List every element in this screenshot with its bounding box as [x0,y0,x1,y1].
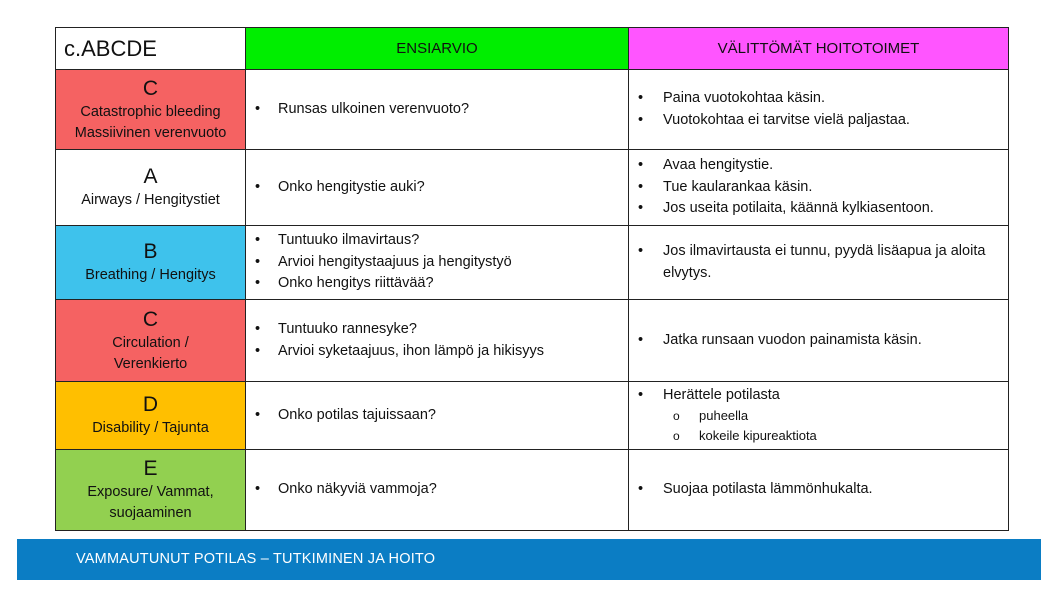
assessment-item: • Runsas ulkoinen verenvuoto? [246,99,628,121]
category-name: suojaaminen [109,505,192,521]
footer-bar [17,539,1041,580]
assessment-item: • Arvioi hengitystaajuus ja hengitystyö [246,252,628,274]
category-letter: D [142,393,159,416]
assessment-item: • Arvioi syketaajuus, ihon lämpö ja hikisyys [246,341,628,363]
category-name: Disability / Tajunta [92,420,209,436]
category-name: Exposure/ Vammat, [87,484,214,500]
assessment-cell [246,150,629,226]
action-item: • Vuotokohtaa ei tarvitse vielä paljastaa. [629,110,1008,132]
assessment-cell [246,226,629,300]
action-item: • Jos useita potilaita, käännä kylkiasentoon. [629,198,1008,220]
assessment-item: • Tuntuuko ilmavirtaus? [246,230,628,252]
sub-action-item: o puheella [629,406,1008,426]
row-airways [56,150,1009,226]
category-name: Catastrophic bleeding [80,103,221,120]
category-cell [56,450,246,531]
row-breathing [56,226,1009,300]
assessment-cell [246,382,629,450]
assessment-cell [246,70,629,150]
category-name: Verenkierto [113,355,188,372]
assessment-item: • Onko potilas tajuissaan? [246,405,628,427]
category-cell [56,226,246,300]
actions-cell [629,226,1009,300]
sub-action-item: o kokeile kipureaktiota [629,426,1008,446]
row-circulation [56,300,1009,382]
category-name: Airways / Hengitystiet [81,192,220,208]
actions-cell [629,150,1009,226]
assessment-item: • Onko hengitys riittävää? [246,273,628,295]
table-title: c.ABCDE [56,28,246,70]
actions-cell [629,70,1009,150]
category-letter: E [143,457,158,480]
category-cell [56,150,246,226]
category-name: Massiivinen verenvuoto [74,124,227,141]
action-item: • Jatka runsaan vuodon painamista käsin. [629,330,1008,352]
assessment-item: • Onko näkyviä vammoja? [246,479,628,501]
assessment-item: • Onko hengitystie auki? [246,177,628,199]
action-item: • Suojaa potilasta lämmönhukalta. [629,479,1008,501]
action-item: • Avaa hengitystie. [629,155,1008,177]
row-catastrophic-bleeding [56,70,1009,150]
actions-cell [629,450,1009,531]
assessment-cell [246,450,629,531]
cabcde-table [55,27,1009,531]
assessment-item: • Tuntuuko rannesyke? [246,319,628,341]
assessment-cell [246,300,629,382]
row-exposure [56,450,1009,531]
category-cell [56,382,246,450]
action-item: • Tue kaularankaa käsin. [629,177,1008,199]
category-letter: A [143,165,158,188]
action-item: • Paina vuotokohtaa käsin. [629,88,1008,110]
actions-cell [629,300,1009,382]
category-cell [56,70,246,150]
category-letter: B [143,240,158,263]
footer-title: VAMMAUTUNUT POTILAS – TUTKIMINEN JA HOITO [76,551,436,567]
action-item: • Herättele potilasta [629,385,1008,407]
category-name: Circulation / [112,334,189,351]
header-row [56,28,1009,70]
actions-cell [629,382,1009,450]
category-cell [56,300,246,382]
action-item: • Jos ilmavirtausta ei tunnu, pyydä lisäapua ja aloita elvytys. [629,241,1008,284]
row-disability [56,382,1009,450]
header-ensiarvio: ENSIARVIO [246,28,629,70]
category-letter: C [142,76,159,100]
header-valittomat-hoitotoimet: VÄLITTÖMÄT HOITOTOIMET [629,28,1009,70]
category-name: Breathing / Hengitys [85,267,216,283]
category-letter: C [142,307,159,331]
